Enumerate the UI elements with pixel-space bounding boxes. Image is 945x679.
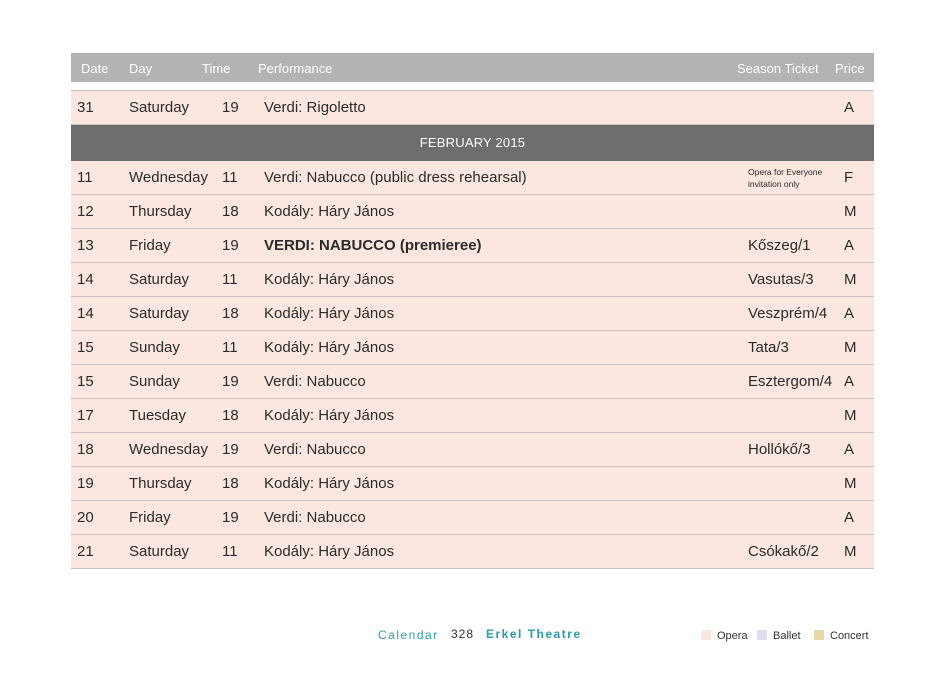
footer-section-label: Calendar [378, 628, 439, 642]
cell-time: 11 [222, 169, 238, 186]
cell-date: 20 [77, 509, 94, 526]
header-date: Date [81, 61, 109, 76]
cell-day: Saturday [129, 543, 190, 560]
cell-date: 18 [77, 441, 94, 458]
cell-time: 18 [222, 305, 239, 322]
cell-price: M [844, 339, 857, 356]
cell-day: Wednesday [129, 169, 208, 186]
cell-performance: Kodály: Háry János [264, 475, 395, 492]
legend-label: Ballet [773, 630, 801, 642]
cell-date: 19 [77, 475, 94, 492]
header-time: Time [202, 61, 231, 76]
table-row [71, 467, 874, 501]
cell-day: Saturday [129, 99, 190, 116]
cell-performance: Verdi: Nabucco [264, 373, 366, 390]
cell-performance-premiere: VERDI: NABUCCO (premieree) [264, 237, 482, 254]
cell-day: Friday [129, 237, 171, 254]
cell-date: 14 [77, 305, 94, 322]
header-price: Price [835, 61, 865, 76]
table-row [71, 331, 874, 365]
cell-price: M [844, 475, 857, 492]
cell-time: 11 [222, 271, 238, 288]
cell-price: A [844, 305, 855, 322]
cell-performance: Kodály: Háry János [264, 543, 395, 560]
table-header [71, 53, 874, 82]
cell-date: 15 [77, 339, 94, 356]
cell-time: 18 [222, 475, 239, 492]
note-line-2: invitation only [748, 179, 800, 189]
legend-opera [701, 630, 748, 642]
cell-season-ticket: Tata/3 [748, 339, 789, 356]
cell-date: 12 [77, 203, 94, 220]
cell-performance: Verdi: Rigoletto [264, 99, 366, 116]
footer-venue-label: Erkel Theatre [486, 627, 582, 641]
page-number: 328 [451, 627, 475, 641]
legend-swatch-ballet [757, 630, 767, 640]
cell-price: M [844, 543, 857, 560]
cell-date: 15 [77, 373, 94, 390]
table-row [71, 433, 874, 467]
table-row [71, 365, 874, 399]
cell-time: 11 [222, 543, 238, 560]
table-row [71, 161, 874, 195]
cell-performance: Kodály: Háry János [264, 305, 395, 322]
legend-swatch-concert [814, 630, 824, 640]
cell-date: 21 [77, 543, 94, 560]
cell-price: A [844, 237, 855, 254]
cell-season-ticket: Csókakő/2 [748, 543, 819, 560]
legend-label: Opera [717, 630, 748, 642]
cell-price: M [844, 203, 857, 220]
cell-performance: Kodály: Háry János [264, 407, 395, 424]
cell-performance: Verdi: Nabucco [264, 441, 366, 458]
page-footer [0, 627, 945, 647]
header-performance: Performance [258, 61, 333, 76]
cell-date: 17 [77, 407, 94, 424]
cell-time: 19 [222, 237, 239, 254]
cell-day: Saturday [129, 305, 190, 322]
cell-time: 18 [222, 407, 239, 424]
cell-date: 14 [77, 271, 94, 288]
cell-day: Thursday [129, 203, 192, 220]
legend-concert [814, 630, 869, 642]
cell-date: 13 [77, 237, 94, 254]
cell-performance: Kodály: Háry János [264, 271, 395, 288]
cell-date: 31 [77, 99, 94, 116]
cell-price: A [844, 99, 855, 116]
cell-price: M [844, 271, 857, 288]
calendar-table [71, 53, 874, 569]
legend-ballet [757, 630, 801, 642]
cell-day: Saturday [129, 271, 190, 288]
table-row [71, 195, 874, 229]
cell-price: F [844, 169, 854, 186]
cell-performance: Kodály: Háry János [264, 203, 395, 220]
cell-season-ticket-note [748, 166, 822, 190]
cell-time: 19 [222, 509, 239, 526]
cell-season-ticket: Vasutas/3 [748, 271, 814, 288]
cell-day: Sunday [129, 373, 180, 390]
cell-season-ticket: Hollókő/3 [748, 441, 811, 458]
header-day: Day [129, 61, 153, 76]
table-row [71, 297, 874, 331]
cell-performance: Kodály: Háry János [264, 339, 395, 356]
table-row [71, 501, 874, 535]
cell-season-ticket: Kőszeg/1 [748, 237, 811, 254]
table-row [71, 229, 874, 263]
note-line-1: Opera for Everyone [748, 167, 823, 177]
cell-date: 11 [77, 169, 93, 186]
cell-season-ticket: Veszprém/4 [748, 305, 828, 322]
cell-price: M [844, 407, 857, 424]
cell-price: A [844, 509, 855, 526]
cell-day: Friday [129, 509, 171, 526]
table-row [71, 263, 874, 297]
cell-day: Sunday [129, 339, 180, 356]
cell-day: Wednesday [129, 441, 208, 458]
table-row [71, 399, 874, 433]
header-season-ticket: Season Ticket [737, 61, 819, 76]
cell-day: Thursday [129, 475, 192, 492]
cell-day: Tuesday [129, 407, 186, 424]
cell-time: 19 [222, 441, 239, 458]
legend-label: Concert [830, 630, 869, 642]
cell-performance: Verdi: Nabucco (public dress rehearsal) [264, 169, 527, 186]
table-row [71, 91, 874, 125]
cell-time: 19 [222, 99, 239, 116]
cell-performance: Verdi: Nabucco [264, 509, 366, 526]
table-spacer [71, 82, 874, 91]
month-divider: FEBRUARY 2015 [71, 125, 874, 161]
cell-season-ticket: Esztergom/4 [748, 373, 833, 390]
cell-time: 19 [222, 373, 239, 390]
cell-price: A [844, 441, 855, 458]
cell-time: 11 [222, 339, 238, 356]
table-row [71, 535, 874, 569]
cell-price: A [844, 373, 855, 390]
cell-time: 18 [222, 203, 239, 220]
legend-swatch-opera [701, 630, 711, 640]
